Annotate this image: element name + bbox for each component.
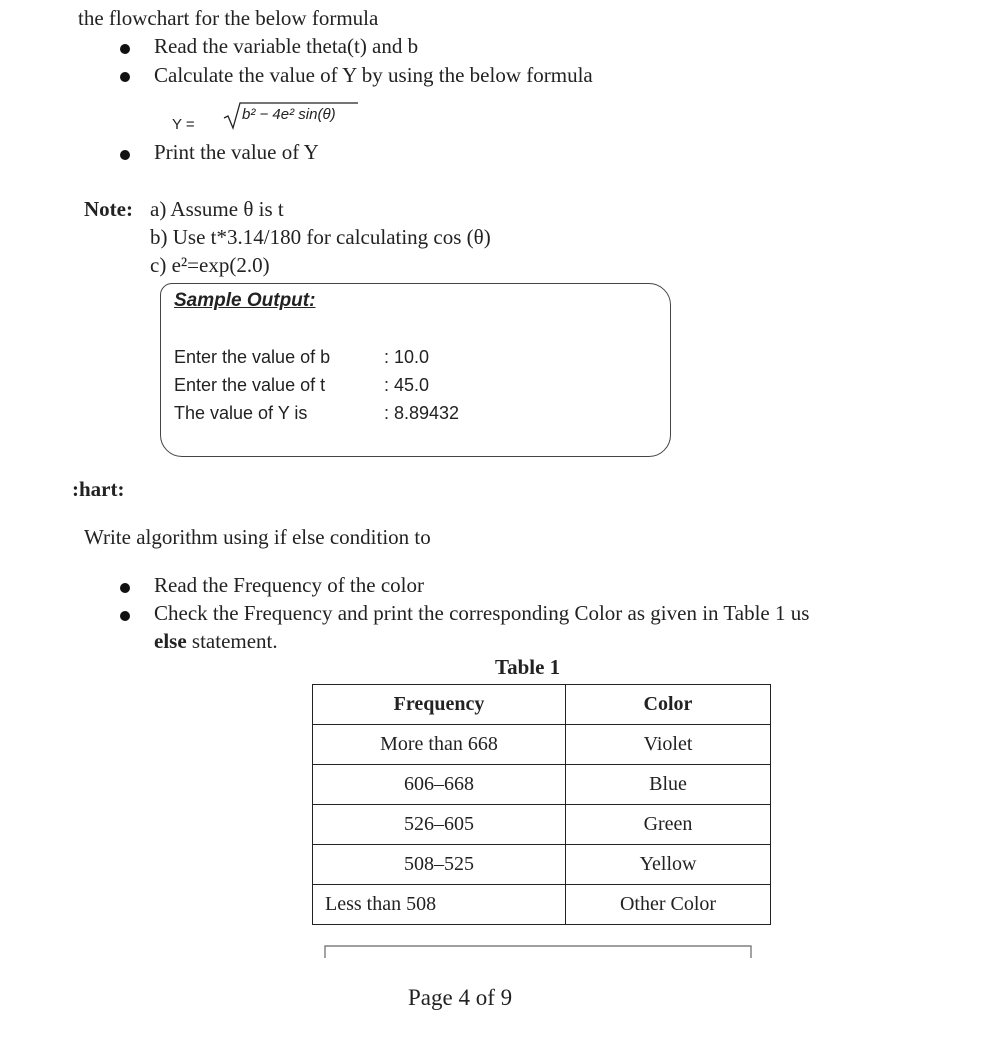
table-row — [313, 805, 771, 845]
table-row — [313, 765, 771, 805]
intro-text: the flowchart for the below formula — [78, 6, 379, 30]
sample-row-value: : 8.89432 — [384, 403, 460, 423]
bullet-dot — [120, 150, 130, 160]
bullet-dot — [120, 611, 130, 621]
bullet-dot — [120, 72, 130, 82]
bullet-print-y: Print the value of Y — [154, 140, 319, 164]
bullet-check-frequency: Check the Frequency and print the corresponding Color as given in Table 1 us — [154, 601, 810, 625]
note-item-a: a) Assume θ is t — [150, 197, 284, 221]
table-row — [313, 885, 771, 925]
color-cell: Yellow — [566, 845, 771, 885]
section-heading: :hart: — [72, 477, 125, 501]
bullet-dot — [120, 583, 130, 593]
frequency-cell: 526–605 — [313, 805, 566, 845]
sample-row-label: Enter the value of b — [174, 347, 331, 367]
table-header-row — [313, 685, 771, 725]
color-cell: Green — [566, 805, 771, 845]
frequency-cell: More than 668 — [313, 725, 566, 765]
table-row — [313, 725, 771, 765]
sample-row-value: : 10.0 — [384, 347, 430, 367]
table-row — [313, 845, 771, 885]
frequency-cell: 606–668 — [313, 765, 566, 805]
frequency-cell: Less than 508 — [313, 885, 566, 925]
frequency-cell: 508–525 — [313, 845, 566, 885]
note-item-c: c) e²=exp(2.0) — [150, 253, 270, 277]
bullet-read-variables: Read the variable theta(t) and b — [154, 34, 419, 58]
formula-expression: b² − 4e² sin(θ) — [242, 106, 336, 123]
header-color: Color — [566, 685, 771, 725]
header-frequency: Frequency — [313, 685, 566, 725]
else-rest: statement. — [186, 629, 278, 653]
frame-line — [324, 944, 754, 960]
sample-row-label: The value of Y is — [174, 403, 308, 423]
color-cell: Blue — [566, 765, 771, 805]
algorithm-intro: Write algorithm using if else condition to — [84, 525, 431, 549]
else-keyword: else — [154, 629, 187, 653]
sample-row-label: Enter the value of t — [174, 375, 326, 395]
bullet-read-frequency: Read the Frequency of the color — [154, 573, 424, 597]
sample-row-value: : 45.0 — [384, 375, 430, 395]
sample-output-title: Sample Output: — [174, 290, 316, 311]
bullet-dot — [120, 44, 130, 54]
note-label: Note: — [84, 197, 133, 221]
table-caption: Table 1 — [495, 655, 561, 679]
color-cell: Violet — [566, 725, 771, 765]
note-item-b: b) Use t*3.14/180 for calculating cos (θ) — [150, 225, 491, 249]
bullet-calculate-y: Calculate the value of Y by using the below formula — [154, 63, 593, 87]
formula-lhs: Y = — [172, 116, 195, 133]
page-number: Page 4 of 9 — [408, 985, 513, 1010]
color-cell: Other Color — [566, 885, 771, 925]
frequency-color-table — [312, 684, 771, 925]
else-statement-line — [154, 629, 278, 654]
